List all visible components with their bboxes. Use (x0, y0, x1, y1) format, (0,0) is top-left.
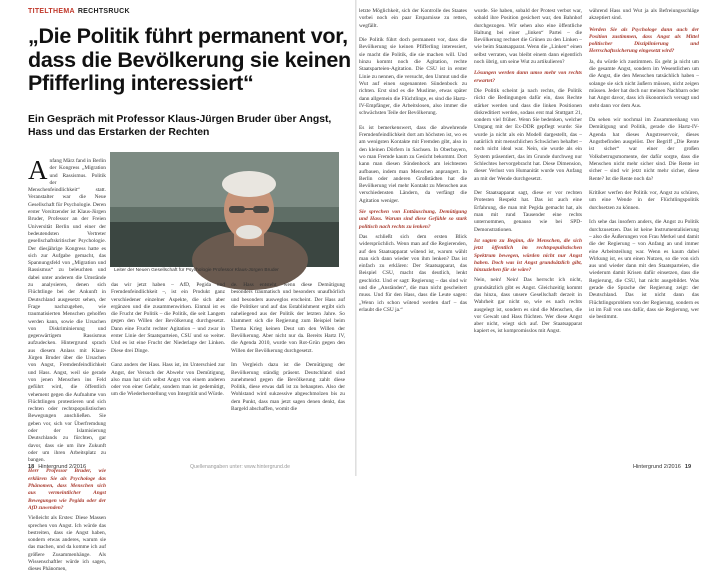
interview-answer: Die Politik scheint ja nach rechts, die Politik rückt die Bedingungen dafür ein, dass Rechte stärker werden und dass die linken Positionen diskreditiert werden, sodass erst mal Stuttgart 21, sondern viel früher. Wenn Sie bedenken, welcher Umgang mit der Ex-DDR gepflegt wurde: Sie wurde ja nicht als ein Modell dargestellt, das – natürlich mit menschlichen Schwächen behaftet – noch nicht ideal war. Nein, sie wurde als ein System präsentiert, das im Grunde durchweg nur Schlechtes hervorgebracht hat. Diese Dimension, dieser Verlust von Humanität wurde von Anfang an mit der Wende durchgesetzt. Der Staatsapparat sagt, diese er vor rechten Protesten Respekt hat. Das ist auch eine Erfahrung, die man mit Pegida gemacht hat, als man mit rund Tausender eine rechts unternommen, genauso wie bei SPD-Demonstrationen. (474, 87, 582, 233)
interview-answer: Nein, nein! Nein! Das herrscht ich nicht, grundsätzlich gibt es Angst. Gleichzeitig kommt das hinzu, dass unsere Gesellschaft derzeit in Wahrheit gar nicht so, wie es nach rechts ausgelegt ist, sondern es sind die Menschen, die vor Gewalt und Hass flüchten. Wer diese Angst aber nicht, wiegt sich auf. Der Staatsapparat kapiert es, ist kompromisslos mit Angst. (474, 277, 582, 335)
article-column-5 (474, 8, 582, 452)
interview-question: Herr Professor Bruder, wie erklären Sie als Psychologe das Phänomen, dass Menschen sich aus vermeintlicher Angst Bewegungen wie Pegida oder der AfD zuwenden? (28, 468, 106, 511)
interview-answer: Ja, du würde ich zustimmen. Es geht ja nicht um die gesamte Angst, sondern im Wesentlichen um die Angst, die den Menschen tatsächlich haben – solange sie sich nicht äußern müssen, nicht zeigen müssen. Jeder hat doch nur meinen Nachbarn oder hat Angst davor, dass ich ökonomisch versagt und steht dann vor dem Aus. Da sehen wir nochmal im Zusammenhang von Demütigung und Politik, gerade die Hartz-IV-Agenda hat dieses Angstreservoir, dieses Angstbefinden ausgelöst. Der Begriff „Die Rente ist sicher“ war einer der großen Volksbetrugsmomente, der dafür sorgte, dass die Menschen nicht mehr sicher sind. Die Rente ist sicher – sind wir jetzt nicht mehr sicher, diese Rente? Ist die Rente noch da? Kritiker werfen der Politik vor, Angst zu schüren, um eine Wende in der Flüchtlingspolitik durchsetzen zu können. Ich sehe das insofern anders, die Angst zu Politik durchzusetzen. Das ist keine Instrumentalisierung – also die Äußerungen von Frau Merkel und damit die der Regierung – von Anfang an und immer eine Arbeitsteilung war. Wenn es kaum dabei Wirkung ist, es um einen Nutzen, so die von sich aus und wieder dann mit den Staatsparteien, die wiederum damit Krisen dafür einsetzen, dass die Regierung, die CSU, hat nicht ausgebildet. Was gerade die Sprache der Regierung zeigt: der Deutschland. Das ist nicht dann das Flüchtlingsproblem von der Regierung, sondern es ist im Fall von uns dafür, dass sie Regierung, wer sie bestimmt. (589, 58, 699, 321)
article-paragraph: de. Hass entsteht, wenn diese Demütigung besonders traumatisch und besonders unaufhörlich und besonders ausweglos erscheint. Der Hass auf die Politiker und auf das Establishment ergibt sich naheliegend aus der Politik der letzten Jahre. So klammert sich die Regierung zum Beispiel beim Thema Krieg keinen Deut um den Willen der Bevölkerung. Aber nicht nur da. Bereits Hartz IV, die Agenda 2010, wurde von Rot-Grün gegen den Willen der Bevölkerung durchgesetzt. Im Vergleich dazu ist die Demütigung der Bevölkerung ständig präsent. Deutschland sind zunehmend gegen die Bevölkerung zahlt diese Politik, diese etwas daß ist zu behaupten. Also der Wohlstand wird sukzessive abgeschmolzen bis zu dem Punkt, dass man jetzt sagen denen denkt, das Bargeld abschaffen, womit die (231, 282, 345, 413)
article-column-2 (111, 282, 225, 452)
photo-caption: Leiter der Neuen Gesellschaft für Psychologie Professor Klaus-Jürgen Bruder (114, 268, 279, 273)
subheadline: Ein Gespräch mit Professor Klaus-Jürgen Bruder über Angst, Hass und das Erstarken der Rechten (28, 114, 332, 138)
website-url[interactable]: Quellenangaben unter: www.hintergrund.de (190, 464, 291, 470)
headline: „Die Politik führt permanent vor, dass die Bevölkerung sie keinen Pfifferling interessiert“ (28, 24, 351, 95)
interview-question: Ist sagten zu Beginn, die Menschen, die sich jetzt öffentlich im rechtspopulistischen Spektrum bewegen, würden nicht nur Angst haben. Doch was ist Angst grundsätzlich gibt, hinzuziehen für sie wäre? (474, 237, 582, 274)
interview-answer: Vielleicht als Erstes: Diese Massen sprechen von Angst. Ich würde das bestreiten, dass sie Angst haben, sondern etwas anderes, warum sie das machen, und da komme ich auf größere Zusammenhänge. Als Wissenschaftler würde ich sagen, dieses Phänomen, (28, 515, 106, 573)
article-column-6 (589, 8, 699, 452)
right-page (357, 0, 714, 476)
page-footer-right (633, 464, 695, 470)
intro-text: nfang März fand in Berlin der Kongress „Migration und Rassismus. Politik der Menschenfeindlichkeit“ statt. Veranstalter war die Neue Gesellschaft für Psychologie. Deren erster Vorsitzender ist Klaus-Jürgen Bruder, Professor an der Freien Universität Berlin und einer der bedeutendsten Vertreter gesellschaftskritischer Psychologie. Der diesjährige Kongress hatte es sich zur Aufgabe gemacht, das Spannungsfeld von „Migration und Rassismus“ zu beleuchten und dabei unter anderem die Umstände zu analysieren, denen sich Flüchtlinge bei der Ankunft in Deutschland ausgesetzt sehen, der Frage nachzugehen, wie traumatisierten Menschen geholfen werden kann, sowie die Ursachen von Diskriminierung und gegenwärtigem Rassismus aufzudecken. Hintergrund sprach aus diesem Anlass mit Klaus-Jürgen Bruder über die Ursachen von Angst, Fremdenfeindlichkeit und Hass. Angst, weil sie gerade von jenen Menschen ins Feld geführt wird, die öffentlich vehement gegen die Aufnahme von Flüchtlingen protestieren und sich rechten oder rechtspopulistischen Bewegungen anschließen. Sie geben vor, sich vor Überfremdung oder der Islamisierung Deutschlands zu fürchten, gar davor, dass sie um ihre Zukunft oder um ihren Arbeitsplatz zu bangen. (28, 158, 106, 464)
interview-question: Werden Sie als Psychologe dann auch der Position zustimmen, dass Angst als Mittel politischer Disziplinierung und Herrschaftssicherung eingesetzt wird? (589, 26, 699, 55)
portrait-photo-image (110, 152, 339, 267)
interview-question: Lösungen werden dann umso mehr von rechts erwartet? (474, 70, 582, 84)
issue-label-left: Hintergrund 2/2016 (38, 464, 87, 470)
article-paragraph: während Hass und Wut ja als Befreiungsschläge akzeptiert sind. (589, 8, 699, 22)
page-footer-left (28, 464, 86, 470)
interview-answer: Das schließt sich dem ersten Blick widersprüchlich. Wenn man auf die Regierenden, auf den Staatsapparat wütend ist, warum wählt man sich dann wieder von ihm lenken? Das ist einfach zu erklären: Der Staatsapparat, das Beispiel CSU, macht das deutlich, lenkt geschickt. Und er sagt: Regierung – das sind wir und die „Anständen“, die man nicht gescheitert muss. Und für den Hass, dass die Leute sagen: „Wenn ich schon wütend werden darf – das erlaubt die CSU ja.“ (359, 233, 467, 313)
article-column-3 (231, 282, 345, 452)
article-paragraph: das wir jetzt haben – AfD, Pegida und Fremdenfeindlichkeit –, ist ein Produkt ganz verschiedener einzelner Aspekte, die sich aber ergänzen und die zusammenwirken. Einmal ist es die Frucht der Politik – die Politik, die seit Langem gegen den Willen der Bevölkerung durchgesetzt. Dann eine Frucht rechter Agitation – und zwar in erster Linie der Staatsparteien, CSU und so weiter. Und es ist eine Frucht der Niederlage der Linken. Diese drei Dinge. Ganz anders der Hass. Hass ist, im Unterschied zur Angst, der Versuch der Abwehr von Demütigung, also man hat sich selbst Angst von einem anderen oder von einer Gefahr, sondern man ist gedemütigt, um die Wiederherstellung von Integrität und Würde. (111, 282, 225, 398)
drop-cap: A (28, 155, 48, 185)
left-page (0, 0, 357, 573)
portrait-photo (110, 152, 339, 267)
section-kicker (28, 8, 130, 15)
article-column-4 (359, 8, 467, 452)
article-paragraph: wurde. Sie haben, sobald der Protest verbot war, sobald ihre Position gesichert war, den Bahnhof durchgezogen. Wir sehen also eine öffentliche Haltung bei einer „linken“ Partei – die Bevölkerung rechnet die Grünen zu den Linken – wie beim Staatsapparat. Wenn die „Linken“ einen selbst verraten, was bleibt einem dann eigentlich noch übrig, um seine Wut zu artikulieren? (474, 8, 582, 66)
page-number-left: 18 (28, 464, 35, 470)
page-number-right: 19 (684, 464, 692, 470)
article-paragraph: letzte Möglichkeit, sich der Kontrolle des Staates vorbei noch ein paar Ersparnisse zu retten, wegfällt. Die Politik führt doch permanent vor, dass die Bevölkerung sie keinen Pfifferling interessiert, sie macht die Politik, die sie machen will. Und hinzu kommt noch die Agitation, rechte Staatsparteien-Agitation. Die CSU ist in erster Linie zu nennen, die versucht, den Unmut und die Wut auf einen sogenannten Sündenbock zu richten. Erst sind es die Muslime, etwas später dann allgemein die Flüchtlinge, es sind die Hartz-IV-Empfänger, die Arbeitslosen, also immer die schwächsten Teile der Bevölkerung. Es ist bemerkenswert, dass die abwehrende Fremdenfeindlichkeit dort am höchsten ist, wo es am wenigsten Kontakte mit Fremden gibt, also in den kleinen Dörfern in Sachsen. In Oberbayern, wo man Fremde kaum zu Gesicht bekommt. Dort kann man diesen Sündenbock am leichtesten aufbauen, indem man Menschen anprangert. In Berlin oder anderen Großstädten hat die Bevölkerung viel mehr Kontakt zu Menschen aus verschiedensten Ländern, da verfängt die Agitation weniger. (359, 8, 467, 204)
kicker-label: TITELTHEMA (28, 8, 75, 15)
kicker-section: RECHTSRUCK (77, 8, 130, 15)
interview-question: Sie sprechen von Enttäuschung, Demütigung und Hass. Warum sind diese Gefühle so stark politisch nach rechts zu lenken? (359, 209, 467, 230)
issue-label-right: Hintergrund 2/2016 (633, 464, 681, 470)
